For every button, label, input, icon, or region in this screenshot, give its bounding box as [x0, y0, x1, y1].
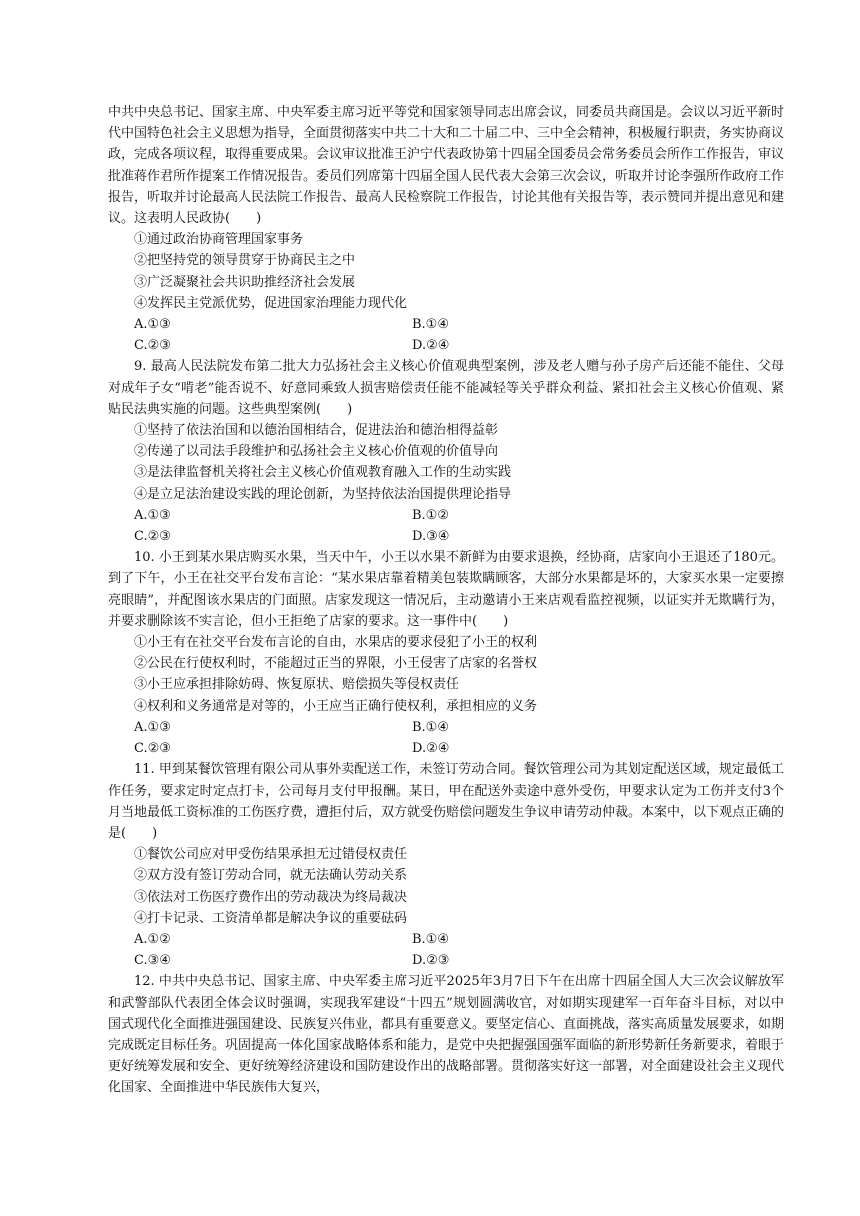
q9-choice-a: A.①③: [134, 507, 171, 523]
q11-option-1: ①餐饮公司应对甲受伤结果承担无过错侵权责任: [134, 847, 408, 863]
q8-choice-b: B.①④: [412, 317, 449, 333]
q9-option-1: ①坚持了依法治国和以德治国相结合，促进法治和德治相得益彰: [134, 423, 499, 439]
q8-option-1: ①通过政治协商管理国家事务: [134, 232, 304, 248]
q11-options: [108, 844, 784, 929]
q9-option-4: ④是立足法治建设实践的理论创新，为坚持依法治国提供理论指导: [134, 486, 512, 502]
q9-choice-c: C.②③: [134, 529, 171, 545]
q8-choice-c: C.②③: [134, 338, 171, 354]
q10-choice-d: D.②④: [412, 741, 450, 757]
q9-choice-b: B.①②: [412, 507, 449, 523]
q10-option-2: ②公民在行使权利时，不能超过正当的界限，小王侵害了店家的名誉权: [134, 656, 538, 672]
q8-option-4: ④发挥民主党派优势，促进国家治理能力现代化: [134, 295, 408, 311]
q10-choices: [108, 717, 784, 759]
q9-choices: [108, 505, 784, 547]
q11-option-3: ③依法对工伤医疗费作出的劳动裁决为终局裁决: [134, 889, 408, 905]
q9-choice-d: D.③④: [412, 529, 450, 545]
q11-choice-b: B.①④: [412, 931, 449, 947]
q10-choice-b: B.①④: [412, 719, 449, 735]
q11-option-4: ④打卡记录、工资清单都是解决争议的重要砝码: [134, 910, 408, 926]
q8-stem: 中共中央总书记、国家主席、中央军委主席习近平等党和国家领导同志出席会议，同委员共商国是。会议以习近平新时代中国特色社会主义思想为指导，全面贯彻落实中共二十大和二十届二中、三中全会精神，积极履行职责，务实协商议政，完成各项议程，取得重要成果。会议审议批准王沪宁代表政协第十四届全国委员会常务委员会所作工作报告，审议批准蒋作君所作提案工作情况报告。委员们列席第十四届全国人民代表大会第三次会议，听取并讨论李强所作政府工作报告，听取并讨论最高人民法院工作报告、最高人民检察院工作报告，讨论其他有关报告等，表示赞同并提出意见和建议。这表明人民政协( ): [108, 105, 785, 227]
q9-option-2: ②传递了以司法手段维护和弘扬社会主义核心价值观的价值导向: [134, 444, 499, 460]
q8-option-3: ③广泛凝聚社会共识助推经济社会发展: [134, 274, 356, 290]
q10-option-3: ③小王应承担排除妨碍、恢复原状、赔偿损失等侵权责任: [134, 677, 460, 693]
q10-option-4: ④权利和义务通常是对等的，小王应当正确行使权利，承担相应的义务: [134, 698, 538, 714]
q8-choice-a: A.①③: [134, 317, 171, 333]
q11-stem: 11. 甲到某餐饮管理有限公司从事外卖配送工作，未签订劳动合同。餐饮管理公司为其划定配送区域，规定最低工作任务，要求定时定点打卡，公司每月支付甲报酬。某日，甲在配送外卖途中意外受伤，甲要求认定为工伤并支付3个月当地最低工资标准的工伤医疗费，遭拒付后，双方就受伤赔偿问题发生争议申请劳动仲裁。本案中，以下观点正确的是( ): [108, 762, 785, 841]
q10-stem: 10. 小王到某水果店购买水果，当天中午，小王以水果不新鲜为由要求退换，经协商，店家向小王退还了180元。到了下午，小王在社交平台发布言论：“某水果店靠着精美包装欺瞒顾客，大部分水果都是坏的，大家买水果一定要擦亮眼睛”，并配图该水果店的门面照。店家发现这一情况后，主动邀请小王来店观看监控视频，以证实并无欺瞒行为，并要求删除该不实言论，但小王拒绝了店家的要求。这一事件中( ): [108, 550, 784, 629]
exam-page: [108, 102, 784, 1099]
q10-option-1: ①小王有在社交平台发布言论的自由，水果店的要求侵犯了小王的权利: [134, 635, 538, 651]
q11-option-2: ②双方没有签订劳动合同，就无法确认劳动关系: [134, 868, 408, 884]
q11-choice-c: C.③④: [134, 953, 171, 969]
q8-option-2: ②把坚持党的领导贯穿于协商民主之中: [134, 253, 356, 269]
q11-choice-a: A.①②: [134, 931, 171, 947]
q10-options: [108, 632, 784, 717]
q11-choice-d: D.②③: [412, 953, 450, 969]
q8-choice-d: D.②④: [412, 338, 450, 354]
q11-choices: [108, 929, 784, 971]
q10-choice-a: A.①③: [134, 719, 171, 735]
q9-option-3: ③是法律监督机关将社会主义核心价值观教育融入工作的生动实践: [134, 465, 512, 481]
q12-stem: 12. 中共中央总书记、国家主席、中央军委主席习近平2025年3月7日下午在出席十四届全国人大三次会议解放军和武警部队代表团全体会议时强调，实现我军建设“十四五”规划圆满收官，对如期实现建军一百年奋斗目标，对以中国式现代化全面推进强国建设、民族复兴伟业，都具有重要意义。要坚定信心、直面挑战，落实高质量发展要求，如期完成既定目标任务。巩固提高一体化国家战略体系和能力，是党中央把握强国强军面临的新形势新任务新要求，着眼于更好统筹发展和安全、更好统筹经济建设和国防建设作出的战略部署。贯彻落实好这一部署，对全面建设社会主义现代化国家、全面推进中华民族伟大复兴，: [108, 974, 785, 1096]
q8-options: [108, 229, 784, 314]
q9-options: [108, 420, 784, 505]
q8-choices: [108, 314, 784, 356]
q9-stem: 9. 最高人民法院发布第二批大力弘扬社会主义核心价值观典型案例，涉及老人赠与孙子房产后还能不能住、父母对成年子女“啃老”能否说不、好意同乘致人损害赔偿责任能不能减轻等关乎群众利益、紧扣社会主义核心价值观、紧贴民法典实施的问题。这些典型案例( ): [108, 359, 784, 417]
q10-choice-c: C.②③: [134, 741, 171, 757]
